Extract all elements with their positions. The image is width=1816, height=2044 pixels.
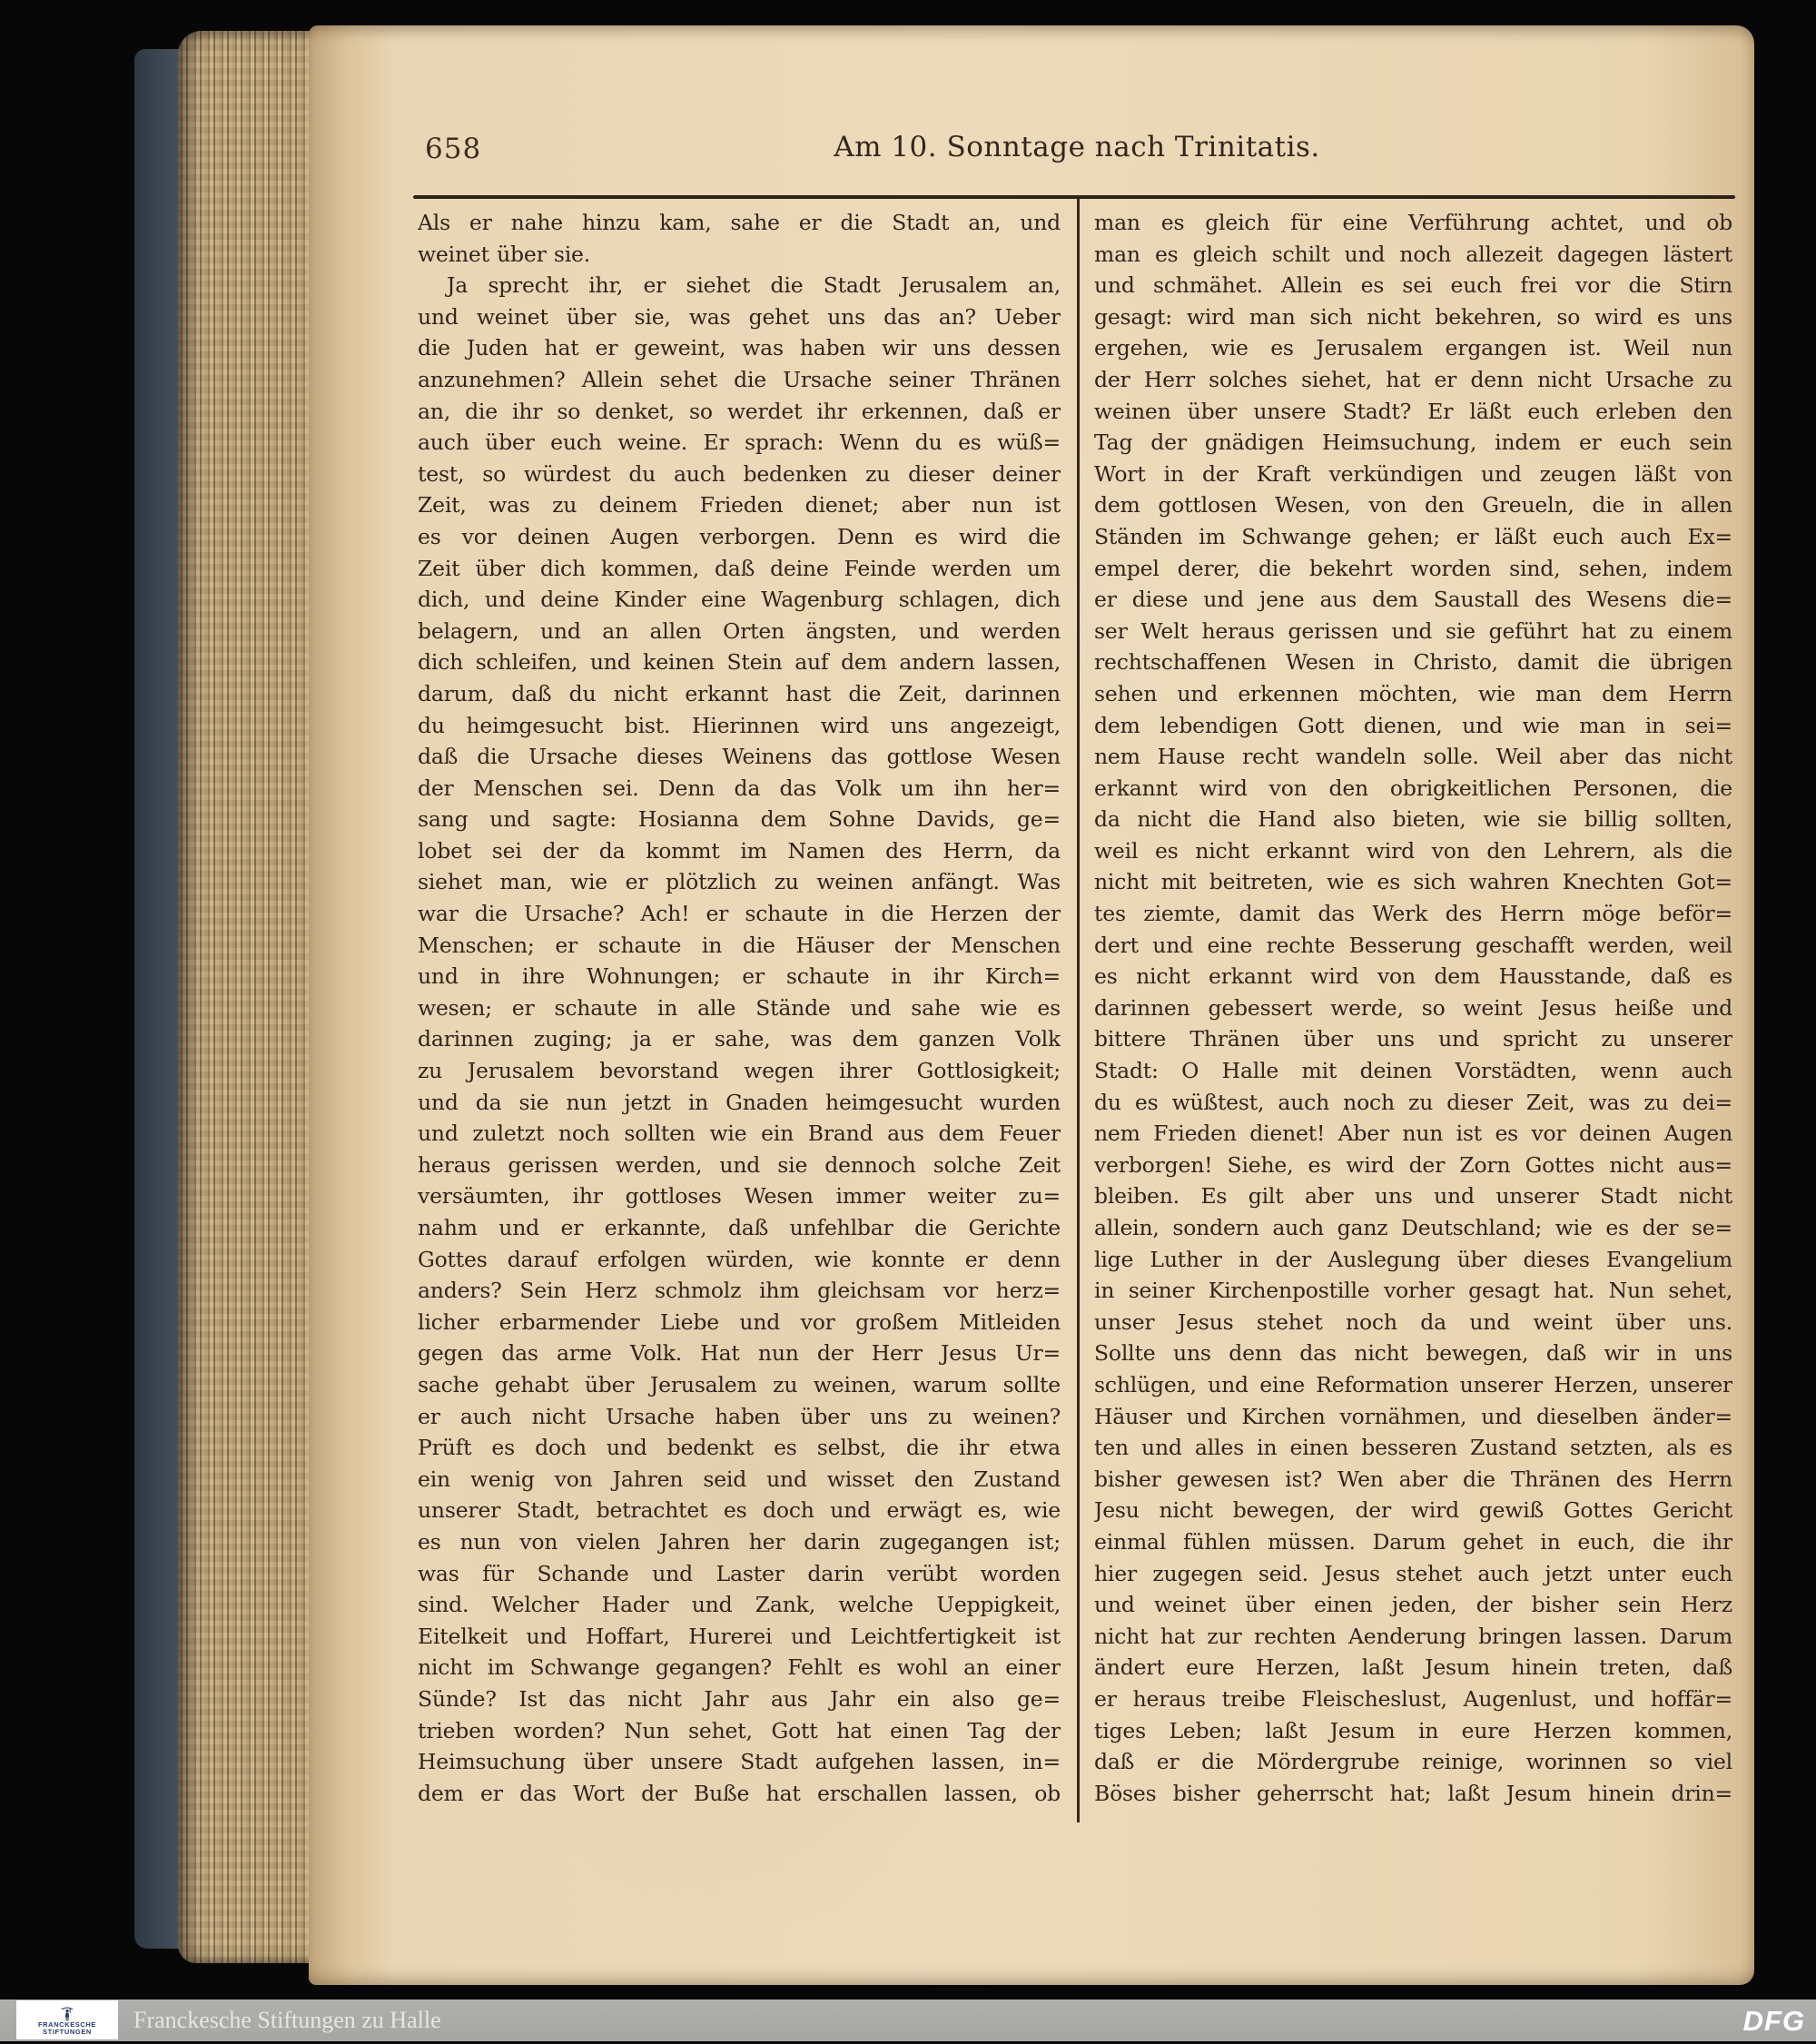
text-line: und zuletzt noch sollten wie ein Brand aus dem Feuer [418, 1121, 1061, 1147]
text-line: Stadt: O Halle mit deinen Vorstädten, wenn auch [1094, 1058, 1732, 1084]
text-line: zu Jerusalem bevorstand wegen ihrer Gottlosigkeit; [418, 1058, 1061, 1084]
text-column-left [418, 207, 1061, 1809]
text-line: weil es nicht erkannt wird von den Lehrern, als die [1094, 837, 1732, 864]
text-line: einmal fühlen müssen. Darum gehet in euch, die ihr [1094, 1528, 1732, 1555]
text-line: auch über euch weine. Er sprach: Wenn du es wüß= [418, 430, 1061, 456]
text-line: Heimsuchung über unsere Stadt aufgehen lassen, in= [418, 1749, 1061, 1775]
text-line: und weinet über einen jeden, der bisher sein Herz [1094, 1592, 1732, 1618]
text-line: er diese und jene aus dem Saustall des Wesens die= [1094, 587, 1732, 613]
text-line: war die Ursache? Ach! er schaute in die Herzen der [418, 901, 1061, 927]
text-line: ergehen, wie es Jerusalem ergangen ist. Weil nun [1094, 335, 1732, 361]
text-line: lobet sei der da kommt im Namen des Herrn, da [418, 837, 1061, 864]
franckesche-emblem-icon [60, 2005, 74, 2021]
text-line: versäumten, ihr gottloses Wesen immer weiter zu= [418, 1183, 1061, 1210]
text-line: belagern, und an allen Orten ängsten, und werden [418, 617, 1061, 644]
running-head: Am 10. Sonntage nach Trinitatis. [834, 131, 1320, 163]
text-line: es nicht erkannt wird von dem Hausstande, daß es [1094, 963, 1732, 990]
viewer-footer-bar [0, 2000, 1816, 2041]
text-column-right [1094, 207, 1732, 1809]
text-line: unserer Stadt, betrachtet es doch und erwägt es, wie [418, 1497, 1061, 1524]
text-line: siehet man, wie er plötzlich zu weinen anfängt. Was [418, 869, 1061, 895]
text-line: tes ziemte, damit das Werk des Herrn möge beför= [1094, 901, 1732, 927]
text-line: bisher gewesen ist? Wen aber die Thränen des Herrn [1094, 1466, 1732, 1492]
text-line: Sünde? Ist das nicht Jahr aus Jahr ein also ge= [418, 1685, 1061, 1712]
text-line: bittere Thränen über uns und spricht zu unserer [1094, 1026, 1732, 1052]
text-line: dich schleifen, und keinen Stein auf dem andern lassen, [418, 649, 1061, 676]
text-line: empel derer, die bekehrt worden sind, sehen, indem [1094, 555, 1732, 581]
text-line: er heraus treibe Fleischeslust, Augenlust, und hoffär= [1094, 1685, 1732, 1712]
text-line: ändert eure Herzen, laßt Jesum hinein treten, daß [1094, 1654, 1732, 1681]
text-line: test, so würdest du auch bedenken zu dieser deiner [418, 460, 1061, 487]
text-line: man es gleich für eine Verführung achtet, und ob [1094, 210, 1732, 235]
text-line: sang und sagte: Hosianna dem Sohne Davids, ge= [418, 806, 1061, 833]
text-line: gesagt: wird man sich nicht bekehren, so wird es uns [1094, 303, 1732, 330]
text-line: was für Schande und Laster darin verübt worden [418, 1560, 1061, 1586]
text-line: dem lebendigen Gott dienen, und wie man in sei= [1094, 712, 1732, 738]
text-line: dert und eine rechte Besserung geschafft werden, weil [1094, 932, 1732, 958]
text-line: Ständen im Schwange gehen; er läßt euch auch Ex= [1094, 523, 1732, 549]
text-line: man es gleich schilt und noch allezeit dagegen lästert [1094, 241, 1732, 267]
text-line: Zeit, was zu deinem Frieden dienet; aber nun ist [418, 492, 1061, 518]
text-line: und weinet über sie, was gehet uns das an? Ueber [418, 303, 1061, 330]
text-line: schlügen, und eine Reformation unserer Herzen, unserer [1094, 1371, 1732, 1397]
text-line: nicht mit beitreten, wie es sich wahren Knechten Got= [1094, 869, 1732, 895]
text-line: Als er nahe hinzu kam, sahe er die Stadt an, und [418, 210, 1061, 235]
text-line: sind. Welcher Hader und Zank, welche Ueppigkeit, [418, 1592, 1061, 1618]
text-line: nahm und er erkannte, daß unfehlbar die Gerichte [418, 1215, 1061, 1240]
text-line: er auch nicht Ursache haben über uns zu weinen? [418, 1403, 1061, 1429]
text-line: heraus gerissen werden, und sie dennoch solche Zeit [418, 1151, 1061, 1178]
text-line: Ja sprecht ihr, er siehet die Stadt Jerusalem an, [447, 272, 1061, 299]
text-line: darinnen gebessert werde, so weint Jesus heiße und [1094, 994, 1732, 1021]
text-line: lige Luther in der Auslegung über dieses Evangelium [1094, 1246, 1732, 1272]
text-line: daß er die Mördergrube reinige, worinnen so viel [1094, 1749, 1732, 1775]
text-line: ten und alles in einen besseren Zustand setzten, als es [1094, 1435, 1732, 1461]
text-line: bleiben. Es gilt aber uns und unserer Stadt nicht [1094, 1183, 1732, 1210]
institution-name: Franckesche Stiftungen zu Halle [133, 2007, 441, 2033]
text-line: Eitelkeit und Hoffart, Hurerei und Leichtfertigkeit ist [418, 1623, 1061, 1649]
text-line: darum, daß du nicht erkannt hast die Zeit, darinnen [418, 680, 1061, 706]
text-line: dem er das Wort der Buße hat erschallen lassen, ob [418, 1780, 1061, 1806]
text-line: Böses bisher geherrscht hat; laßt Jesum hinein drin= [1094, 1780, 1732, 1806]
text-line: dem gottlosen Wesen, von den Greueln, die in allen [1094, 492, 1732, 518]
text-line: Zeit über dich kommen, daß deine Feinde werden um [418, 555, 1061, 581]
text-line: und schmähet. Allein es sei euch frei vor die Stirn [1094, 272, 1732, 299]
text-line: ein wenig von Jahren seid und wisset den Zustand [418, 1466, 1061, 1492]
text-line: nem Hause recht wandeln solle. Weil aber das nicht [1094, 744, 1732, 770]
text-line: und in ihre Wohnungen; er schaute in ihr Kirch= [418, 963, 1061, 990]
text-line: es vor deinen Augen verborgen. Denn es wird die [418, 523, 1061, 549]
text-line: allein, sondern auch ganz Deutschland; wie es der se= [1094, 1215, 1732, 1240]
text-line: anzunehmen? Allein sehet die Ursache seiner Thränen [418, 366, 1061, 392]
text-line: an, die ihr so denket, so werdet ihr erkennen, daß er [418, 398, 1061, 424]
text-line: trieben worden? Nun sehet, Gott hat einen Tag der [418, 1717, 1061, 1743]
text-line: du heimgesucht bist. Hierinnen wird uns angezeigt, [418, 712, 1061, 738]
text-line: Tag der gnädigen Heimsuchung, indem er euch sein [1094, 430, 1732, 456]
text-line: Gottes darauf erfolgen würden, wie konnte er denn [418, 1246, 1061, 1272]
text-line: weinet über sie. [418, 241, 591, 267]
text-line: tiges Leben; laßt Jesum in eure Herzen kommen, [1094, 1717, 1732, 1743]
text-line: ser Welt heraus gerissen und sie geführt hat zu einem [1094, 617, 1732, 644]
text-line: die Juden hat er geweint, was haben wir uns dessen [418, 335, 1061, 361]
text-line: der Herr solches siehet, hat er denn nicht Ursache zu [1094, 366, 1732, 392]
text-line: darinnen zuging; ja er sahe, was dem ganzen Volk [418, 1026, 1061, 1052]
text-line: nicht hat zur rechten Aenderung bringen lassen. Darum [1094, 1623, 1732, 1649]
text-line: da nicht die Hand also bieten, wie sie billig sollten, [1094, 806, 1732, 833]
text-line: anders? Sein Herz schmolz ihm gleichsam vor herz= [418, 1278, 1061, 1304]
text-line: Wort in der Kraft verkündigen und zeugen läßt von [1094, 460, 1732, 487]
text-line: sache gehabt über Jerusalem zu weinen, warum sollte [418, 1371, 1061, 1397]
text-line: wesen; er schaute in alle Stände und sahe wie es [418, 994, 1061, 1021]
text-line: Sollte uns denn das nicht bewegen, daß wir in uns [1094, 1340, 1732, 1367]
text-line: hier zugegen seid. Jesus stehet auch jetzt unter euch [1094, 1560, 1732, 1586]
book-page [309, 25, 1754, 1985]
text-line: erkannt wird von den obrigkeitlichen Personen, die [1094, 775, 1732, 801]
text-line: unser Jesus stehet noch da und weint über uns. [1094, 1308, 1732, 1335]
text-line: der Menschen sei. Denn da das Volk um ihn her= [418, 775, 1061, 801]
text-line: nicht im Schwange gegangen? Fehlt es wohl an einer [418, 1654, 1061, 1681]
text-line: nem Frieden dienet! Aber nun ist es vor deinen Augen [1094, 1121, 1732, 1147]
text-line: Menschen; er schaute in die Häuser der Menschen [418, 932, 1061, 958]
column-divider-rule [1077, 199, 1080, 1822]
text-line: daß die Ursache dieses Weinens das gottlose Wesen [418, 744, 1061, 770]
text-line: und da sie nun jetzt in Gnaden heimgesucht wurden [418, 1089, 1061, 1115]
page-number: 658 [425, 133, 482, 165]
text-line: dich, und deine Kinder eine Wagenburg schlagen, dich [418, 587, 1061, 613]
logo-caption: FRANCKESCHE STIFTUNGEN [37, 2019, 97, 2036]
franckesche-stiftungen-logo[interactable] [16, 2000, 118, 2039]
header-rule [413, 195, 1735, 199]
text-line: Häuser und Kirchen vornähmen, und dieselben änder= [1094, 1403, 1732, 1429]
text-line: rechtschaffenen Wesen in Christo, damit die übrigen [1094, 649, 1732, 676]
text-line: licher erbarmender Liebe und vor großem Mitleiden [418, 1308, 1061, 1335]
dfg-logo[interactable]: DFG [1742, 2005, 1805, 2037]
text-line: Jesu nicht bewegen, der wird gewiß Gottes Gericht [1094, 1497, 1732, 1524]
text-line: verborgen! Siehe, es wird der Zorn Gottes nicht aus= [1094, 1151, 1732, 1178]
text-line: es nun von vielen Jahren her darin zugegangen ist; [418, 1528, 1061, 1555]
text-line: sehen und erkennen möchten, wie man dem Herrn [1094, 680, 1732, 706]
text-line: gegen das arme Volk. Hat nun der Herr Jesus Ur= [418, 1340, 1061, 1367]
text-line: weinen über unsere Stadt? Er läßt euch erleben den [1094, 398, 1732, 424]
text-line: Prüft es doch und bedenkt es selbst, die ihr etwa [418, 1435, 1061, 1461]
text-line: du es wüßtest, auch noch zu dieser Zeit, was zu dei= [1094, 1089, 1732, 1115]
text-line: in seiner Kirchenpostille vorher gesagt hat. Nun sehet, [1094, 1278, 1732, 1304]
